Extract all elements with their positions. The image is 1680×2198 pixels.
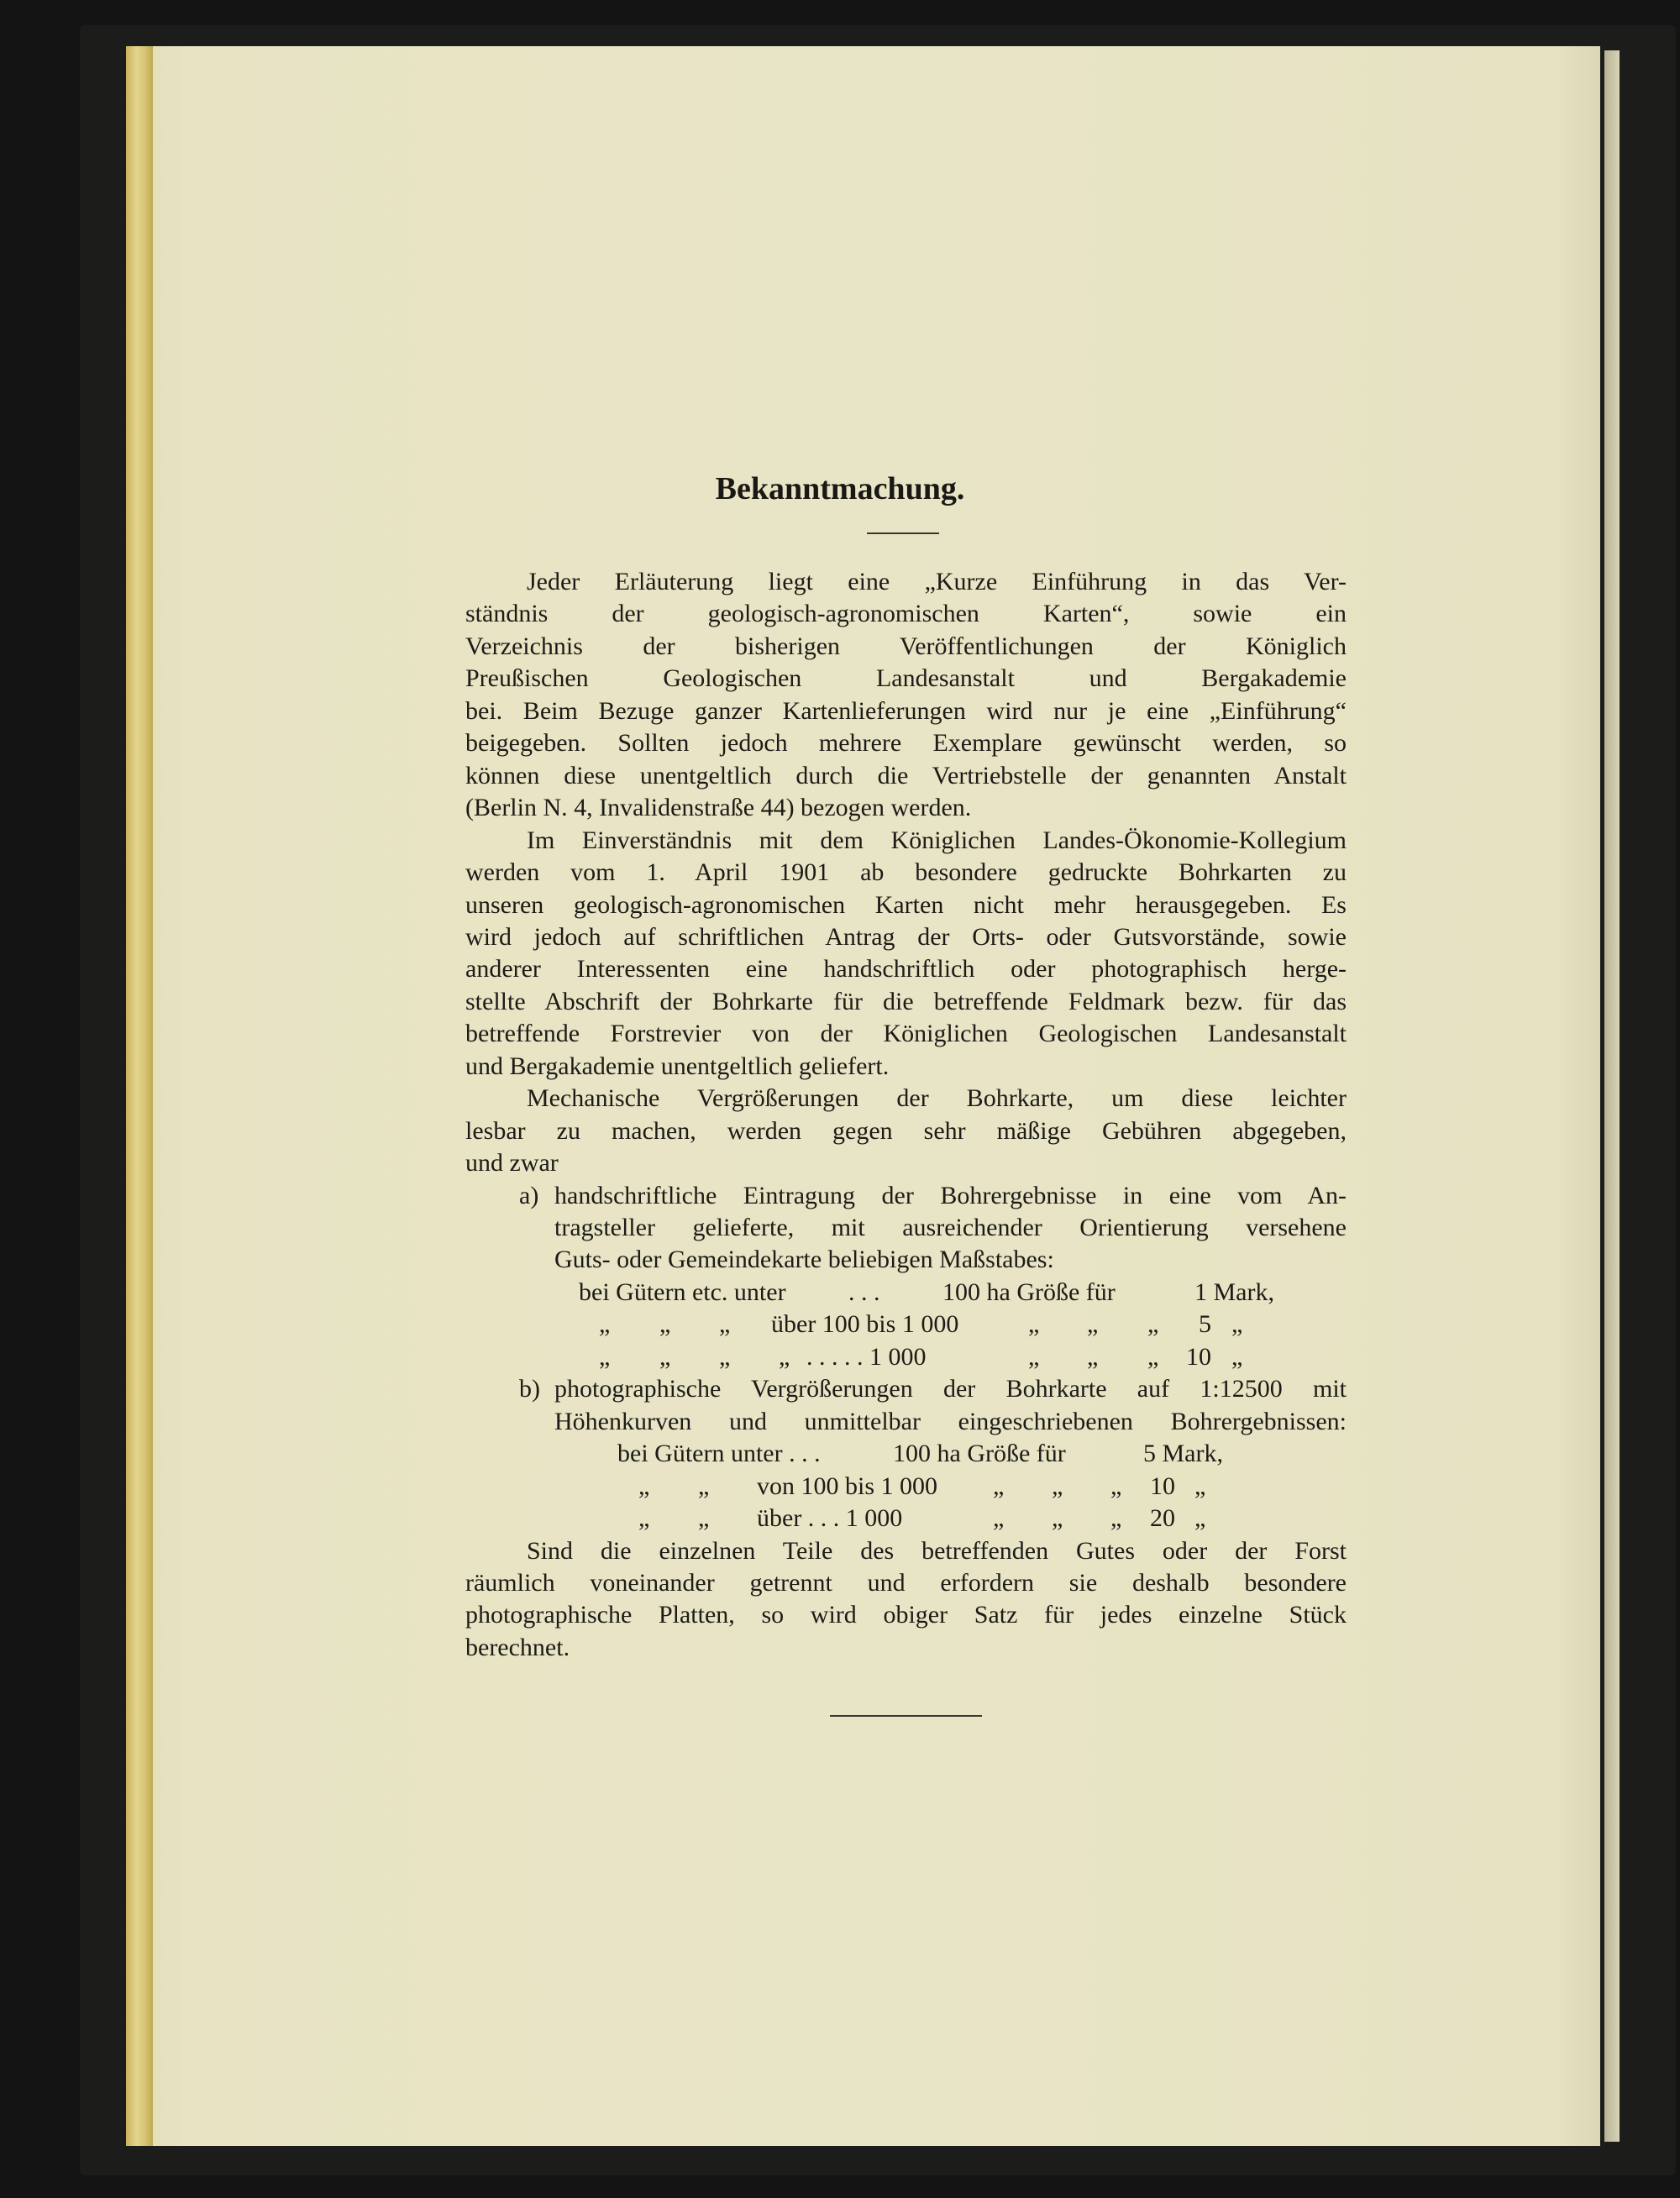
page-title: Bekanntmachung. (715, 471, 965, 506)
fee-table-cell: „ (659, 1342, 671, 1371)
fee-table-cell: „ (599, 1310, 611, 1339)
fee-table-cell: . . . (848, 1277, 880, 1306)
fee-table-cell: „ (1110, 1504, 1122, 1533)
fee-table-cell: „ (1110, 1471, 1122, 1500)
fee-table-cell: „ (1028, 1310, 1040, 1339)
paragraph-line: photographische Platten, so wird obiger Satz für jedes einzelne Stück (465, 1601, 1347, 1629)
paragraph-line: Preußischen Geologischen Landesanstalt und Bergakademie (465, 664, 1347, 693)
paragraph-line: räumlich voneinander getrennt und erfordern sie deshalb besondere (465, 1568, 1347, 1597)
fee-table-cell: „ (719, 1310, 731, 1339)
fee-table-cell: „ (659, 1310, 671, 1339)
paragraph-line: bei. Beim Bezuge ganzer Kartenlieferungen wird nur je eine „Einführung“ (465, 696, 1347, 725)
paragraph-line: Jeder Erläuterung liegt eine „Kurze Einführung in das Ver- (527, 568, 1347, 595)
paragraph-line: betreffende Forstrevier von der Königlichen Geologischen Landesanstalt (465, 1020, 1347, 1048)
fee-table-cell: 20 (1150, 1504, 1175, 1533)
fee-table-cell: über . . . 1 000 (757, 1504, 903, 1533)
end-rule (830, 1715, 982, 1717)
list-item-line: handschriftliche Eintragung der Bohrergebnisse in eine vom An- (554, 1181, 1347, 1209)
paragraph-line: Im Einverständnis mit dem Königlichen Landes-Ökonomie-Kollegium (527, 826, 1347, 854)
list-item-line: Höhenkurven und unmittelbar eingeschriebenen Bohrergebnissen: (554, 1407, 1347, 1435)
fee-table-cell: „ (1147, 1310, 1159, 1339)
paragraph-line: unseren geologisch-agronomischen Karten nicht mehr herausgegeben. Es (465, 890, 1347, 919)
paragraph-line: können diese unentgeltlich durch die Vertriebstelle der genannten Anstalt (465, 761, 1347, 789)
fee-table-cell: 100 ha Größe für (893, 1440, 1066, 1468)
paragraph-line: ständnis der geologisch-agronomischen Karten“, sowie ein (465, 600, 1347, 628)
list-item-line: Guts- oder Gemeindekarte beliebigen Maßstabes: (554, 1246, 1054, 1274)
next-page-edge (1604, 50, 1620, 2142)
paragraph-line: anderer Interessenten eine handschriftlich oder photographisch herge- (465, 955, 1347, 984)
fee-table-cell: „ (1052, 1504, 1063, 1533)
list-item-label: a) (519, 1181, 539, 1209)
paragraph-line: Sind die einzelnen Teile des betreffenden Gutes oder der Forst (527, 1536, 1347, 1565)
paragraph-line: werden vom 1. April 1901 ab besondere gedruckte Bohrkarten zu (465, 858, 1347, 887)
paragraph-line: Verzeichnis der bisherigen Veröffentlichungen der Königlich (465, 632, 1347, 660)
paragraph-line: stellte Abschrift der Bohrkarte für die betreffende Feldmark bezw. für das (465, 987, 1347, 1015)
fee-table-cell: „ (779, 1342, 790, 1371)
fee-table-cell: „ (719, 1342, 731, 1371)
fee-table-cell: bei Gütern unter . . . (617, 1440, 821, 1468)
fee-table-cell: „ (698, 1504, 710, 1533)
fee-table-cell: „ (1087, 1310, 1099, 1339)
fee-table-cell: „ (1231, 1342, 1243, 1371)
paragraph-line: berechnet. (465, 1633, 570, 1661)
paragraph-line: lesbar zu machen, werden gegen sehr mäßige Gebühren abgegeben, (465, 1116, 1347, 1145)
gilded-page-edge (126, 46, 153, 2146)
title-rule (867, 532, 939, 534)
fee-table-cell: „ (1087, 1342, 1099, 1371)
paragraph-line: (Berlin N. 4, Invalidenstraße 44) bezogen werden. (465, 794, 972, 822)
fee-table-cell: „ (993, 1504, 1005, 1533)
list-item-label: b) (519, 1375, 540, 1403)
list-item-line: photographische Vergrößerungen der Bohrkarte auf 1:12500 mit (554, 1375, 1347, 1403)
fee-table-cell: 100 ha Größe für (942, 1277, 1116, 1306)
fee-table-cell: 5 Mark, (1143, 1440, 1223, 1468)
paragraph-line: und Bergakademie unentgeltlich geliefert. (465, 1052, 890, 1080)
fee-table-cell: „ (599, 1342, 611, 1371)
fee-table-cell: „ (1052, 1471, 1063, 1500)
fee-table-cell: „ (638, 1471, 650, 1500)
fee-table-cell: „ (1028, 1342, 1040, 1371)
fee-table-cell: „ (993, 1471, 1005, 1500)
fee-table-cell: 10 (1150, 1471, 1175, 1500)
fee-table-cell: „ (638, 1504, 650, 1533)
paragraph-line: beigegeben. Sollten jedoch mehrere Exemplare gewünscht werden, so (465, 729, 1347, 758)
fee-table-cell: bei Gütern etc. unter (579, 1277, 786, 1306)
fee-table-cell: „ (698, 1471, 710, 1500)
fee-table-cell: 10 (1186, 1342, 1211, 1371)
fee-table-cell: 5 (1199, 1310, 1211, 1339)
paragraph-line: und zwar (465, 1149, 559, 1178)
fee-table-cell: von 100 bis 1 000 (757, 1471, 938, 1500)
fee-table-cell: „ (1147, 1342, 1159, 1371)
list-item-line: tragsteller gelieferte, mit ausreichender Orientierung versehene (554, 1214, 1347, 1241)
fee-table-cell: „ (1194, 1504, 1206, 1533)
fee-table-cell: „ (1231, 1310, 1243, 1339)
fee-table-cell: . . . . . 1 000 (806, 1342, 927, 1371)
paragraph-line: Mechanische Vergrößerungen der Bohrkarte, um diese leichter (527, 1084, 1347, 1113)
fee-table-cell: „ (1194, 1471, 1206, 1500)
fee-table-cell: über 100 bis 1 000 (771, 1310, 959, 1339)
paragraph-line: wird jedoch auf schriftlichen Antrag der Orts- oder Gutsvorstände, sowie (465, 922, 1347, 951)
fee-table-cell: 1 Mark, (1194, 1277, 1274, 1306)
